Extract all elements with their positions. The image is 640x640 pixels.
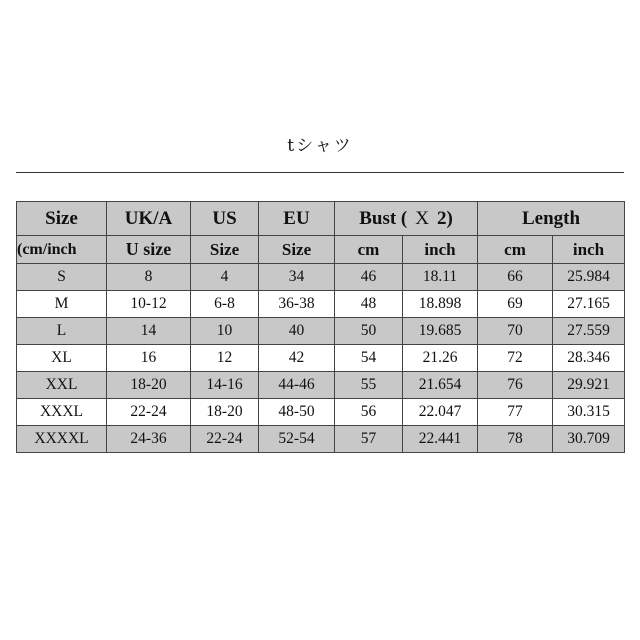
us-header: US bbox=[191, 202, 259, 236]
cell-uk-size: 10-12 bbox=[107, 291, 191, 318]
cell-bust-cm: 46 bbox=[335, 264, 403, 291]
cell-us-size: 6-8 bbox=[191, 291, 259, 318]
cell-bust-cm: 54 bbox=[335, 345, 403, 372]
cell-length-inch: 25.984 bbox=[553, 264, 625, 291]
cell-uk-size: 16 bbox=[107, 345, 191, 372]
table-row bbox=[17, 372, 625, 399]
cell-length-cm: 70 bbox=[478, 318, 553, 345]
size-header: Size bbox=[17, 202, 107, 236]
cell-length-cm: 69 bbox=[478, 291, 553, 318]
cell-length-inch: 27.165 bbox=[553, 291, 625, 318]
cell-eu-size: 40 bbox=[259, 318, 335, 345]
cell-length-cm: 77 bbox=[478, 399, 553, 426]
cell-size: L bbox=[17, 318, 107, 345]
length-header: Length bbox=[478, 202, 625, 236]
cell-size: XXXXL bbox=[17, 426, 107, 453]
cell-bust-cm: 57 bbox=[335, 426, 403, 453]
table-row bbox=[17, 426, 625, 453]
cell-size: XL bbox=[17, 345, 107, 372]
cell-size: XXXL bbox=[17, 399, 107, 426]
cell-length-inch: 28.346 bbox=[553, 345, 625, 372]
cell-us-size: 18-20 bbox=[191, 399, 259, 426]
cell-bust-inch: 21.26 bbox=[403, 345, 478, 372]
cell-eu-size: 42 bbox=[259, 345, 335, 372]
cell-us-size: 22-24 bbox=[191, 426, 259, 453]
cell-size: S bbox=[17, 264, 107, 291]
cell-length-cm: 72 bbox=[478, 345, 553, 372]
cell-size: XXL bbox=[17, 372, 107, 399]
eu-unit-header: Size bbox=[259, 236, 335, 264]
cell-us-size: 14-16 bbox=[191, 372, 259, 399]
cell-length-inch: 27.559 bbox=[553, 318, 625, 345]
uk-unit-header: U size bbox=[107, 236, 191, 264]
cell-uk-size: 22-24 bbox=[107, 399, 191, 426]
cell-bust-cm: 50 bbox=[335, 318, 403, 345]
cell-uk-size: 24-36 bbox=[107, 426, 191, 453]
cell-length-inch: 30.709 bbox=[553, 426, 625, 453]
cell-bust-inch: 19.685 bbox=[403, 318, 478, 345]
cell-uk-size: 14 bbox=[107, 318, 191, 345]
size-unit-header: (cm/inch bbox=[17, 236, 107, 264]
cell-us-size: 4 bbox=[191, 264, 259, 291]
cell-uk-size: 8 bbox=[107, 264, 191, 291]
cell-bust-cm: 48 bbox=[335, 291, 403, 318]
cell-length-cm: 76 bbox=[478, 372, 553, 399]
bust-header-prefix: Bust ( bbox=[359, 207, 408, 229]
cell-length-inch: 29.921 bbox=[553, 372, 625, 399]
table-row bbox=[17, 318, 625, 345]
bust-header bbox=[335, 202, 478, 236]
page-title: tシャツ bbox=[287, 136, 353, 156]
table-row bbox=[17, 399, 625, 426]
cell-eu-size: 52-54 bbox=[259, 426, 335, 453]
bust-header-suffix: 2) bbox=[436, 207, 453, 229]
table-row bbox=[17, 345, 625, 372]
bust-cm-header: cm bbox=[335, 236, 403, 264]
cell-bust-inch: 22.441 bbox=[403, 426, 478, 453]
cell-us-size: 12 bbox=[191, 345, 259, 372]
bust-header-x: X bbox=[415, 207, 429, 229]
cell-bust-inch: 22.047 bbox=[403, 399, 478, 426]
bust-inch-header: inch bbox=[403, 236, 478, 264]
cell-eu-size: 48-50 bbox=[259, 399, 335, 426]
cell-uk-size: 18-20 bbox=[107, 372, 191, 399]
cell-length-cm: 78 bbox=[478, 426, 553, 453]
divider bbox=[16, 172, 624, 173]
table-row bbox=[17, 291, 625, 318]
cell-size: M bbox=[17, 291, 107, 318]
cell-bust-inch: 18.11 bbox=[403, 264, 478, 291]
cell-bust-inch: 21.654 bbox=[403, 372, 478, 399]
header-row-1 bbox=[17, 202, 625, 236]
table-row bbox=[17, 264, 625, 291]
uk-header: UK/A bbox=[107, 202, 191, 236]
cell-length-cm: 66 bbox=[478, 264, 553, 291]
cell-eu-size: 34 bbox=[259, 264, 335, 291]
cell-length-inch: 30.315 bbox=[553, 399, 625, 426]
cell-eu-size: 44-46 bbox=[259, 372, 335, 399]
length-inch-header: inch bbox=[553, 236, 625, 264]
length-cm-header: cm bbox=[478, 236, 553, 264]
eu-header: EU bbox=[259, 202, 335, 236]
header-row-2 bbox=[17, 236, 625, 264]
cell-us-size: 10 bbox=[191, 318, 259, 345]
size-chart-table bbox=[16, 201, 625, 453]
cell-bust-cm: 56 bbox=[335, 399, 403, 426]
us-unit-header: Size bbox=[191, 236, 259, 264]
cell-bust-cm: 55 bbox=[335, 372, 403, 399]
cell-bust-inch: 18.898 bbox=[403, 291, 478, 318]
cell-eu-size: 36-38 bbox=[259, 291, 335, 318]
